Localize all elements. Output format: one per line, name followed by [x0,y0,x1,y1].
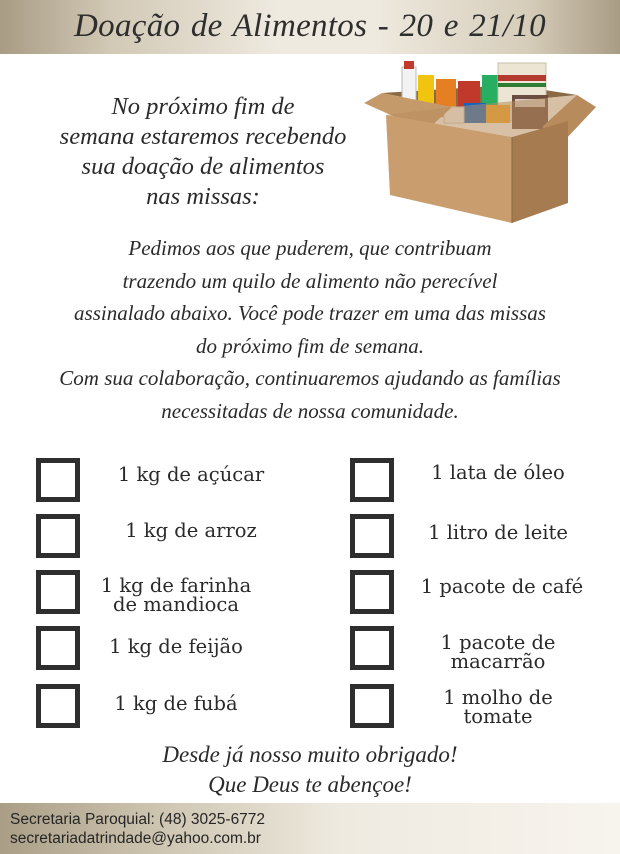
item-arroz: 1 kg de arroz [125,519,257,542]
item-oleo: 1 lata de óleo [431,461,565,484]
footer-banner [0,803,620,854]
checkbox-feijao[interactable] [36,626,80,670]
thanks-line: Desde já nosso muito obrigado! [162,742,458,767]
item-acucar: 1 kg de açúcar [117,463,265,486]
thanks-line: Que Deus te abençoe! [208,772,412,797]
request-line: assinalado abaixo. Você pode trazer em uma das missas [74,301,546,325]
checkbox-acucar[interactable] [36,458,80,502]
item-molho-tomate: 1 molho de tomate [443,686,553,728]
intro-line: nas missas: [146,183,260,210]
item-fuba: 1 kg de fubá [114,692,238,715]
checkbox-oleo[interactable] [350,458,394,502]
header-banner [0,0,620,54]
item-feijao: 1 kg de feijão [109,635,243,658]
request-line: do próximo fim de semana. [195,333,425,358]
intro-text [28,92,378,212]
request-line: Pedimos aos que puderem, que contribuam [128,236,492,260]
checkbox-macarrao[interactable] [350,626,394,670]
item-farinha: 1 kg de farinha de mandioca [100,574,252,616]
checkbox-molho-tomate[interactable] [350,684,394,728]
footer-email[interactable]: secretariadatrindade@yahoo.com.br [10,830,261,847]
request-line: trazendo um quilo de alimento não perecível [122,268,498,293]
intro-line: sua doação de alimentos [81,153,325,180]
checkbox-leite[interactable] [350,514,394,558]
checkbox-farinha[interactable] [36,570,80,614]
page-title: Doação de Alimentos - 20 e 21/10 [74,8,546,44]
intro-line: semana estaremos recebendo [59,123,347,150]
item-cafe: 1 pacote de café [420,575,584,598]
checkbox-arroz[interactable] [36,514,80,558]
food-donation-box-illustration [362,55,602,225]
intro-line: No próximo fim de [111,93,295,120]
request-text [10,232,610,427]
footer-phone: Secretaria Paroquial: (48) 3025-6772 [10,811,266,828]
thanks-text [0,740,620,800]
checkbox-fuba[interactable] [36,684,80,728]
request-line: Com sua colaboração, continuaremos ajudando as famílias [59,366,561,390]
request-line: necessitadas de nossa comunidade. [161,398,459,423]
item-macarrao: 1 pacote de macarrão [440,631,556,673]
checkbox-cafe[interactable] [350,570,394,614]
item-leite: 1 litro de leite [428,521,568,544]
